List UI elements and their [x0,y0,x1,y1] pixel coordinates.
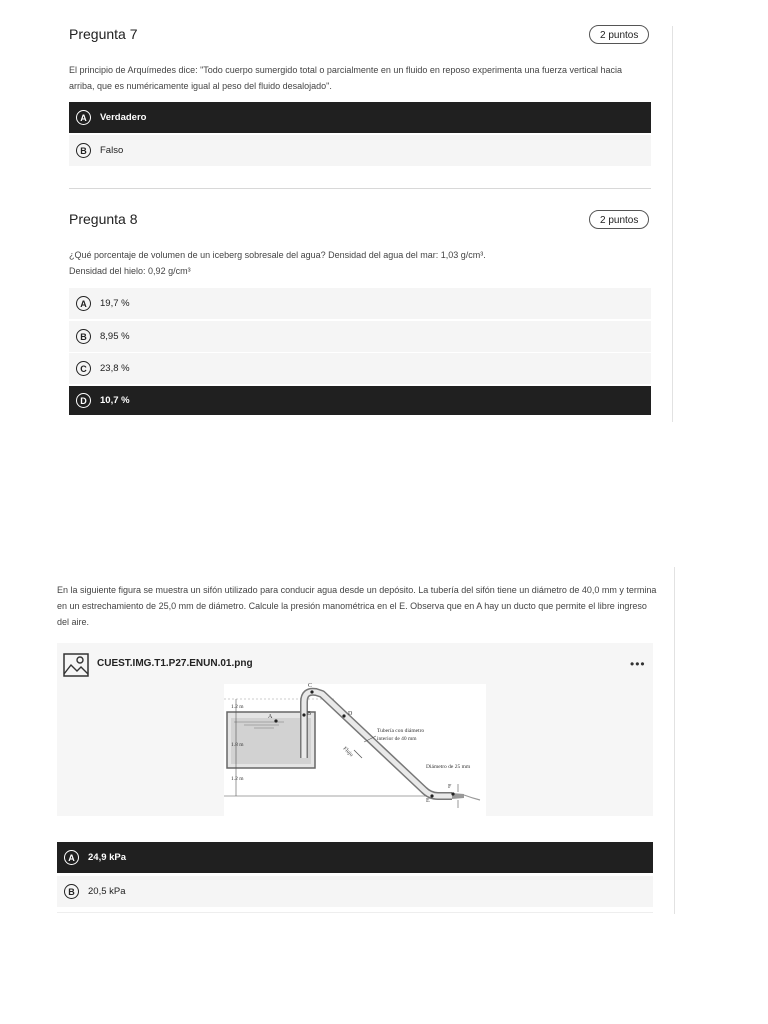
question-8-option-a[interactable] [69,288,651,319]
figure-label-flow: Flujo [341,745,355,759]
option-letter-b: B [76,329,91,344]
question-8-option-c[interactable] [69,353,651,384]
question-8-title: Pregunta 8 [69,211,138,227]
siphon-option-a[interactable] [57,842,653,873]
option-label: 10,7 % [100,395,130,406]
image-filename: CUEST.IMG.T1.P27.ENUN.01.png [97,658,253,669]
question-8-points-badge: 2 puntos [589,210,649,229]
option-letter-a: A [76,296,91,311]
question-8-text-line2: Densidad del hielo: 0,92 g/cm³ [69,266,191,276]
figure-label-pipe-note-1: Tubería con diámetro [377,728,425,734]
figure-label-e: E [426,798,430,804]
option-letter-c: C [76,361,91,376]
section-divider-right [672,26,673,422]
option-label: 19,7 % [100,298,130,309]
figure-label-dim-mid: 1.8 m [231,742,244,748]
option-letter-d: D [76,393,91,408]
option-label: 8,95 % [100,331,130,342]
image-attachment-card [57,643,653,816]
figure-label-d: D [348,711,353,717]
option-letter-b: B [76,143,91,158]
section-divider-right-2 [674,567,675,914]
image-more-menu-button[interactable]: ••• [630,657,646,671]
question-7-option-a[interactable] [69,102,651,133]
siphon-options-bottom-edge [57,912,653,913]
figure-label-a: A [268,714,273,720]
option-label: 24,9 kPa [88,852,127,863]
figure-label-dim-top: 1.2 m [231,704,244,710]
figure-label-b: B [307,711,312,717]
question-8-text-line1: ¿Qué porcentaje de volumen de un iceberg sobresale del agua? Densidad del agua del mar: 1,03 g/cm³. [69,250,486,260]
figure-label-nozzle-note: Diámetro de 25 mm [426,764,471,770]
question-separator [69,188,651,189]
figure-label-dim-bot: 1.2 m [231,776,244,782]
siphon-question-text: En la siguiente figura se muestra un sifón utilizado para conducir agua desde un depósito. La tubería del sifón tiene un diámetro de 40,0 mm y termina en un estrechamiento de 25,0 mm de diámetro. Calcule la presión manométrica en el E. Observa que en A hay un ducto que permite el libre ingreso del aire. [57,585,657,627]
question-7-title: Pregunta 7 [69,26,138,42]
question-7-points-badge: 2 puntos [589,25,649,44]
option-letter-b: B [64,884,79,899]
siphon-figure [224,684,486,816]
siphon-option-b[interactable] [57,876,653,907]
figure-label-pipe-note-2: interior de 40 mm [377,736,417,742]
option-label: Verdadero [100,112,147,123]
option-label: Falso [100,145,124,156]
option-letter-a: A [64,850,79,865]
figure-label-c: C [308,683,313,689]
option-letter-a: A [76,110,91,125]
question-7-text: El principio de Arquímedes dice: "Todo cuerpo sumergido total o parcialmente en un fluido en reposo experimenta una fuerza vertical hacia arriba, que es numéricamente igual al peso del fluido desalojado". [69,65,623,91]
figure-label-f: F [448,784,452,790]
image-icon [63,652,89,678]
option-label: 23,8 % [100,363,130,374]
question-8-option-b[interactable] [69,321,651,352]
question-8-option-d[interactable] [69,386,651,415]
option-label: 20,5 kPa [88,886,126,897]
question-7-option-b[interactable] [69,135,651,166]
